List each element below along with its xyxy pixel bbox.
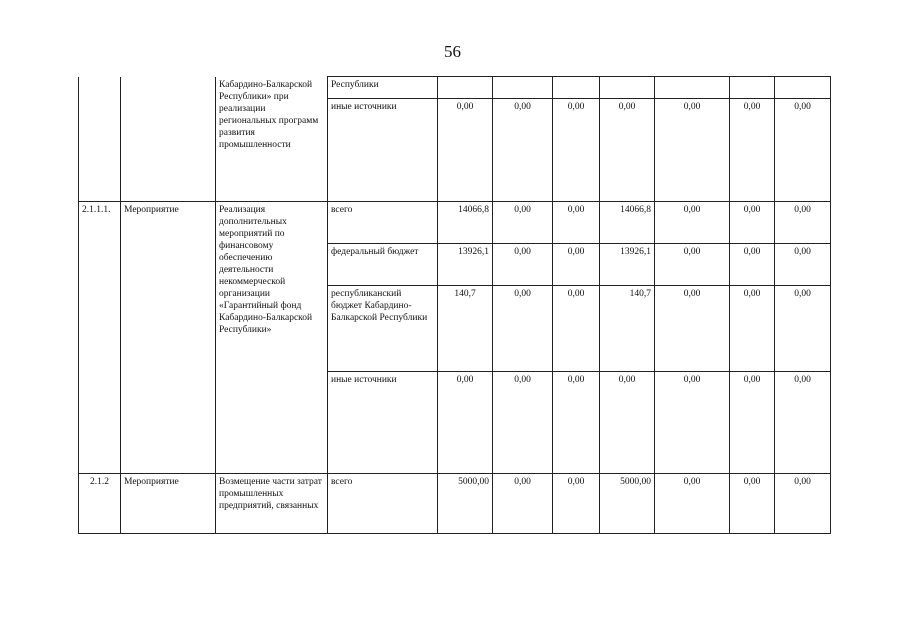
value-cell: 0,00 (655, 286, 730, 372)
source-label: всего (328, 202, 438, 244)
value-cell: 0,00 (438, 372, 493, 474)
value-cell: 0,00 (730, 474, 775, 534)
value-cell: 0,00 (655, 202, 730, 244)
table-row (79, 77, 831, 99)
row-name: Возмещение части затрат промышленных предприятий, связанных (216, 474, 328, 534)
source-label: всего (328, 474, 438, 534)
value-cell: 0,00 (493, 474, 553, 534)
value-cell: 0,00 (553, 286, 600, 372)
value-cell: 0,00 (553, 202, 600, 244)
source-label: федеральный бюджет (328, 244, 438, 286)
source-label: иные источники (328, 99, 438, 202)
row-code: 2.1.1.1. (79, 202, 121, 474)
value-cell: 0,00 (730, 286, 775, 372)
value-cell: 13926,1 (600, 244, 655, 286)
value-cell: 0,00 (553, 474, 600, 534)
row-name: Реализация дополнительных мероприятий по финансовому обеспечению деятельности некоммерческой организации «Гарантийный фонд Кабардино-Балкарской Республики» (216, 202, 328, 474)
value-cell: 0,00 (655, 99, 730, 202)
row-name: Кабардино-Балкарской Республики» при реализации региональных программ развития промышленности (216, 77, 328, 202)
value-cell: 140,7 (438, 286, 493, 372)
value-cell: 0,00 (553, 372, 600, 474)
value-cell: 5000,00 (600, 474, 655, 534)
value-cell: 0,00 (730, 372, 775, 474)
value-cell: 140,7 (600, 286, 655, 372)
value-cell: 0,00 (730, 99, 775, 202)
row-code (79, 77, 121, 202)
row-type (121, 77, 216, 202)
value-cell: 0,00 (553, 244, 600, 286)
page-number: 56 (444, 42, 461, 61)
source-label: иные источники (328, 372, 438, 474)
value-cell: 0,00 (493, 372, 553, 474)
value-cell: 0,00 (775, 286, 831, 372)
value-cell: 0,00 (775, 372, 831, 474)
row-type: Мероприятие (121, 474, 216, 534)
value-cell: 0,00 (655, 372, 730, 474)
source-label: Республики (328, 77, 438, 99)
value-cell: 0,00 (493, 244, 553, 286)
value-cell: 0,00 (493, 99, 553, 202)
value-cell: 0,00 (775, 202, 831, 244)
value-cell: 0,00 (655, 244, 730, 286)
value-cell: 0,00 (730, 244, 775, 286)
value-cell: 0,00 (493, 202, 553, 244)
value-cell: 0,00 (600, 372, 655, 474)
value-cell: 5000,00 (438, 474, 493, 534)
source-label: республиканский бюджет Кабардино-Балкарской Республики (328, 286, 438, 372)
value-cell: 0,00 (775, 99, 831, 202)
value-cell: 14066,8 (438, 202, 493, 244)
value-cell: 0,00 (553, 99, 600, 202)
table-row (79, 202, 831, 244)
value-cell: 0,00 (775, 474, 831, 534)
value-cell: 0,00 (438, 99, 493, 202)
row-code: 2.1.2 (79, 474, 121, 534)
budget-table (78, 76, 831, 534)
table-row (79, 474, 831, 534)
value-cell: 0,00 (775, 244, 831, 286)
value-cell: 0,00 (600, 99, 655, 202)
value-cell: 13926,1 (438, 244, 493, 286)
value-cell: 0,00 (655, 474, 730, 534)
row-type: Мероприятие (121, 202, 216, 474)
value-cell: 14066,8 (600, 202, 655, 244)
value-cell: 0,00 (730, 202, 775, 244)
value-cell: 0,00 (493, 286, 553, 372)
